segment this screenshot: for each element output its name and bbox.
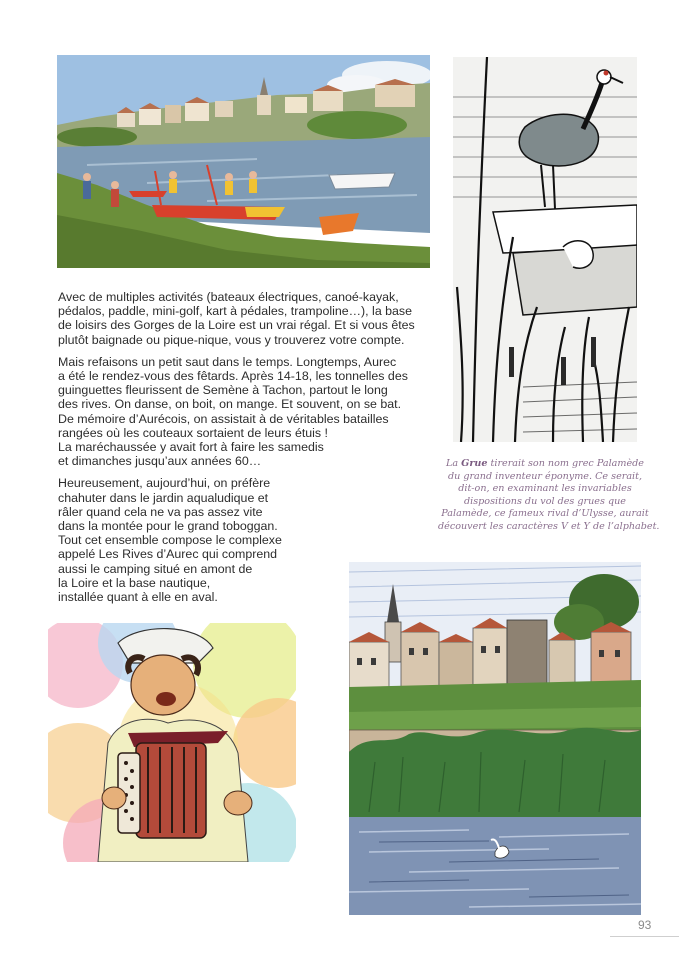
text-line: guinguettes fleurissent de Semène à Tachon, partout le long xyxy=(58,383,388,398)
text-line: Heureusement, aujourd’hui, on préfère xyxy=(58,476,271,491)
text-line: plutôt baignade ou pique-nique, vous y trouverez votre compte. xyxy=(58,332,405,347)
caption-keyword: Grue xyxy=(461,458,488,469)
caption-line: dispositions du vol des grues que xyxy=(464,495,626,507)
text-line: de loisirs des Gorges de la Loire est un vrai régal. Et si vous êtes xyxy=(58,318,415,333)
paragraph-today xyxy=(58,476,340,604)
text-line: et dimanches jusqu’aux années 60… xyxy=(58,454,262,469)
illustration-crane xyxy=(453,57,637,442)
page-number-rule xyxy=(610,936,679,937)
caption-line xyxy=(438,458,652,471)
text-line: chahuter dans le jardin aqualudique et xyxy=(58,490,269,505)
text-line: pédalos, paddle, mini-golf, kart à pédales, trampoline…), la base xyxy=(58,304,413,319)
text-line: Tout cet ensemble compose le complexe xyxy=(58,533,282,548)
illustration-village-river xyxy=(349,562,641,915)
paragraph-history xyxy=(58,355,440,469)
text-line: Mais refaisons un petit saut dans le temps. Longtemps, Aurec xyxy=(58,354,397,369)
caption-line: dit-on, en examinant les invariables xyxy=(458,483,632,495)
caption-line: du grand inventeur éponyme. Ce serait, xyxy=(447,470,643,482)
caption-line: Palamède, ce fameux rival d’Ulysse, aurait xyxy=(441,508,649,520)
text-line: des rives. On danse, on boit, on mange. Et souvent, on se bat. xyxy=(58,397,402,412)
text-line: appelé Les Rives d’Aurec qui comprend xyxy=(58,547,278,562)
text-line: a été le rendez-vous des fêtards. Après 14-18, les tonnelles des xyxy=(58,369,408,384)
text-line: la Loire et la base nautique, xyxy=(58,575,211,590)
caption-line: découvert les caractères V et Y de l’alphabet. xyxy=(438,520,660,532)
text-line: dans la montée pour le grand toboggan. xyxy=(58,519,278,534)
text-line: Avec de multiples activités (bateaux électriques, canoé-kayak, xyxy=(58,290,399,304)
crane-caption xyxy=(438,458,660,534)
text-line: aussi le camping situé en amont de xyxy=(58,561,253,576)
page-number: 93 xyxy=(638,918,652,932)
text-line: installée quant à elle en aval. xyxy=(58,590,218,605)
text-line: La maréchaussée y avait fort à faire les samedis xyxy=(58,440,324,455)
paragraph-activities xyxy=(58,290,440,347)
text-line: De mémoire d’Aurécois, on assistait à de véritables batailles xyxy=(58,411,389,426)
caption-lead: La xyxy=(446,458,462,469)
text-line: râler quand cela ne va pas assez vite xyxy=(58,504,263,519)
illustration-river-activities xyxy=(57,55,430,268)
caption-line-rest: tirerait son nom grec Palamède xyxy=(487,458,644,469)
text-line: rangées où les couteaux sortaient de leurs étuis ! xyxy=(58,425,329,440)
illustration-accordion-player xyxy=(48,623,296,862)
